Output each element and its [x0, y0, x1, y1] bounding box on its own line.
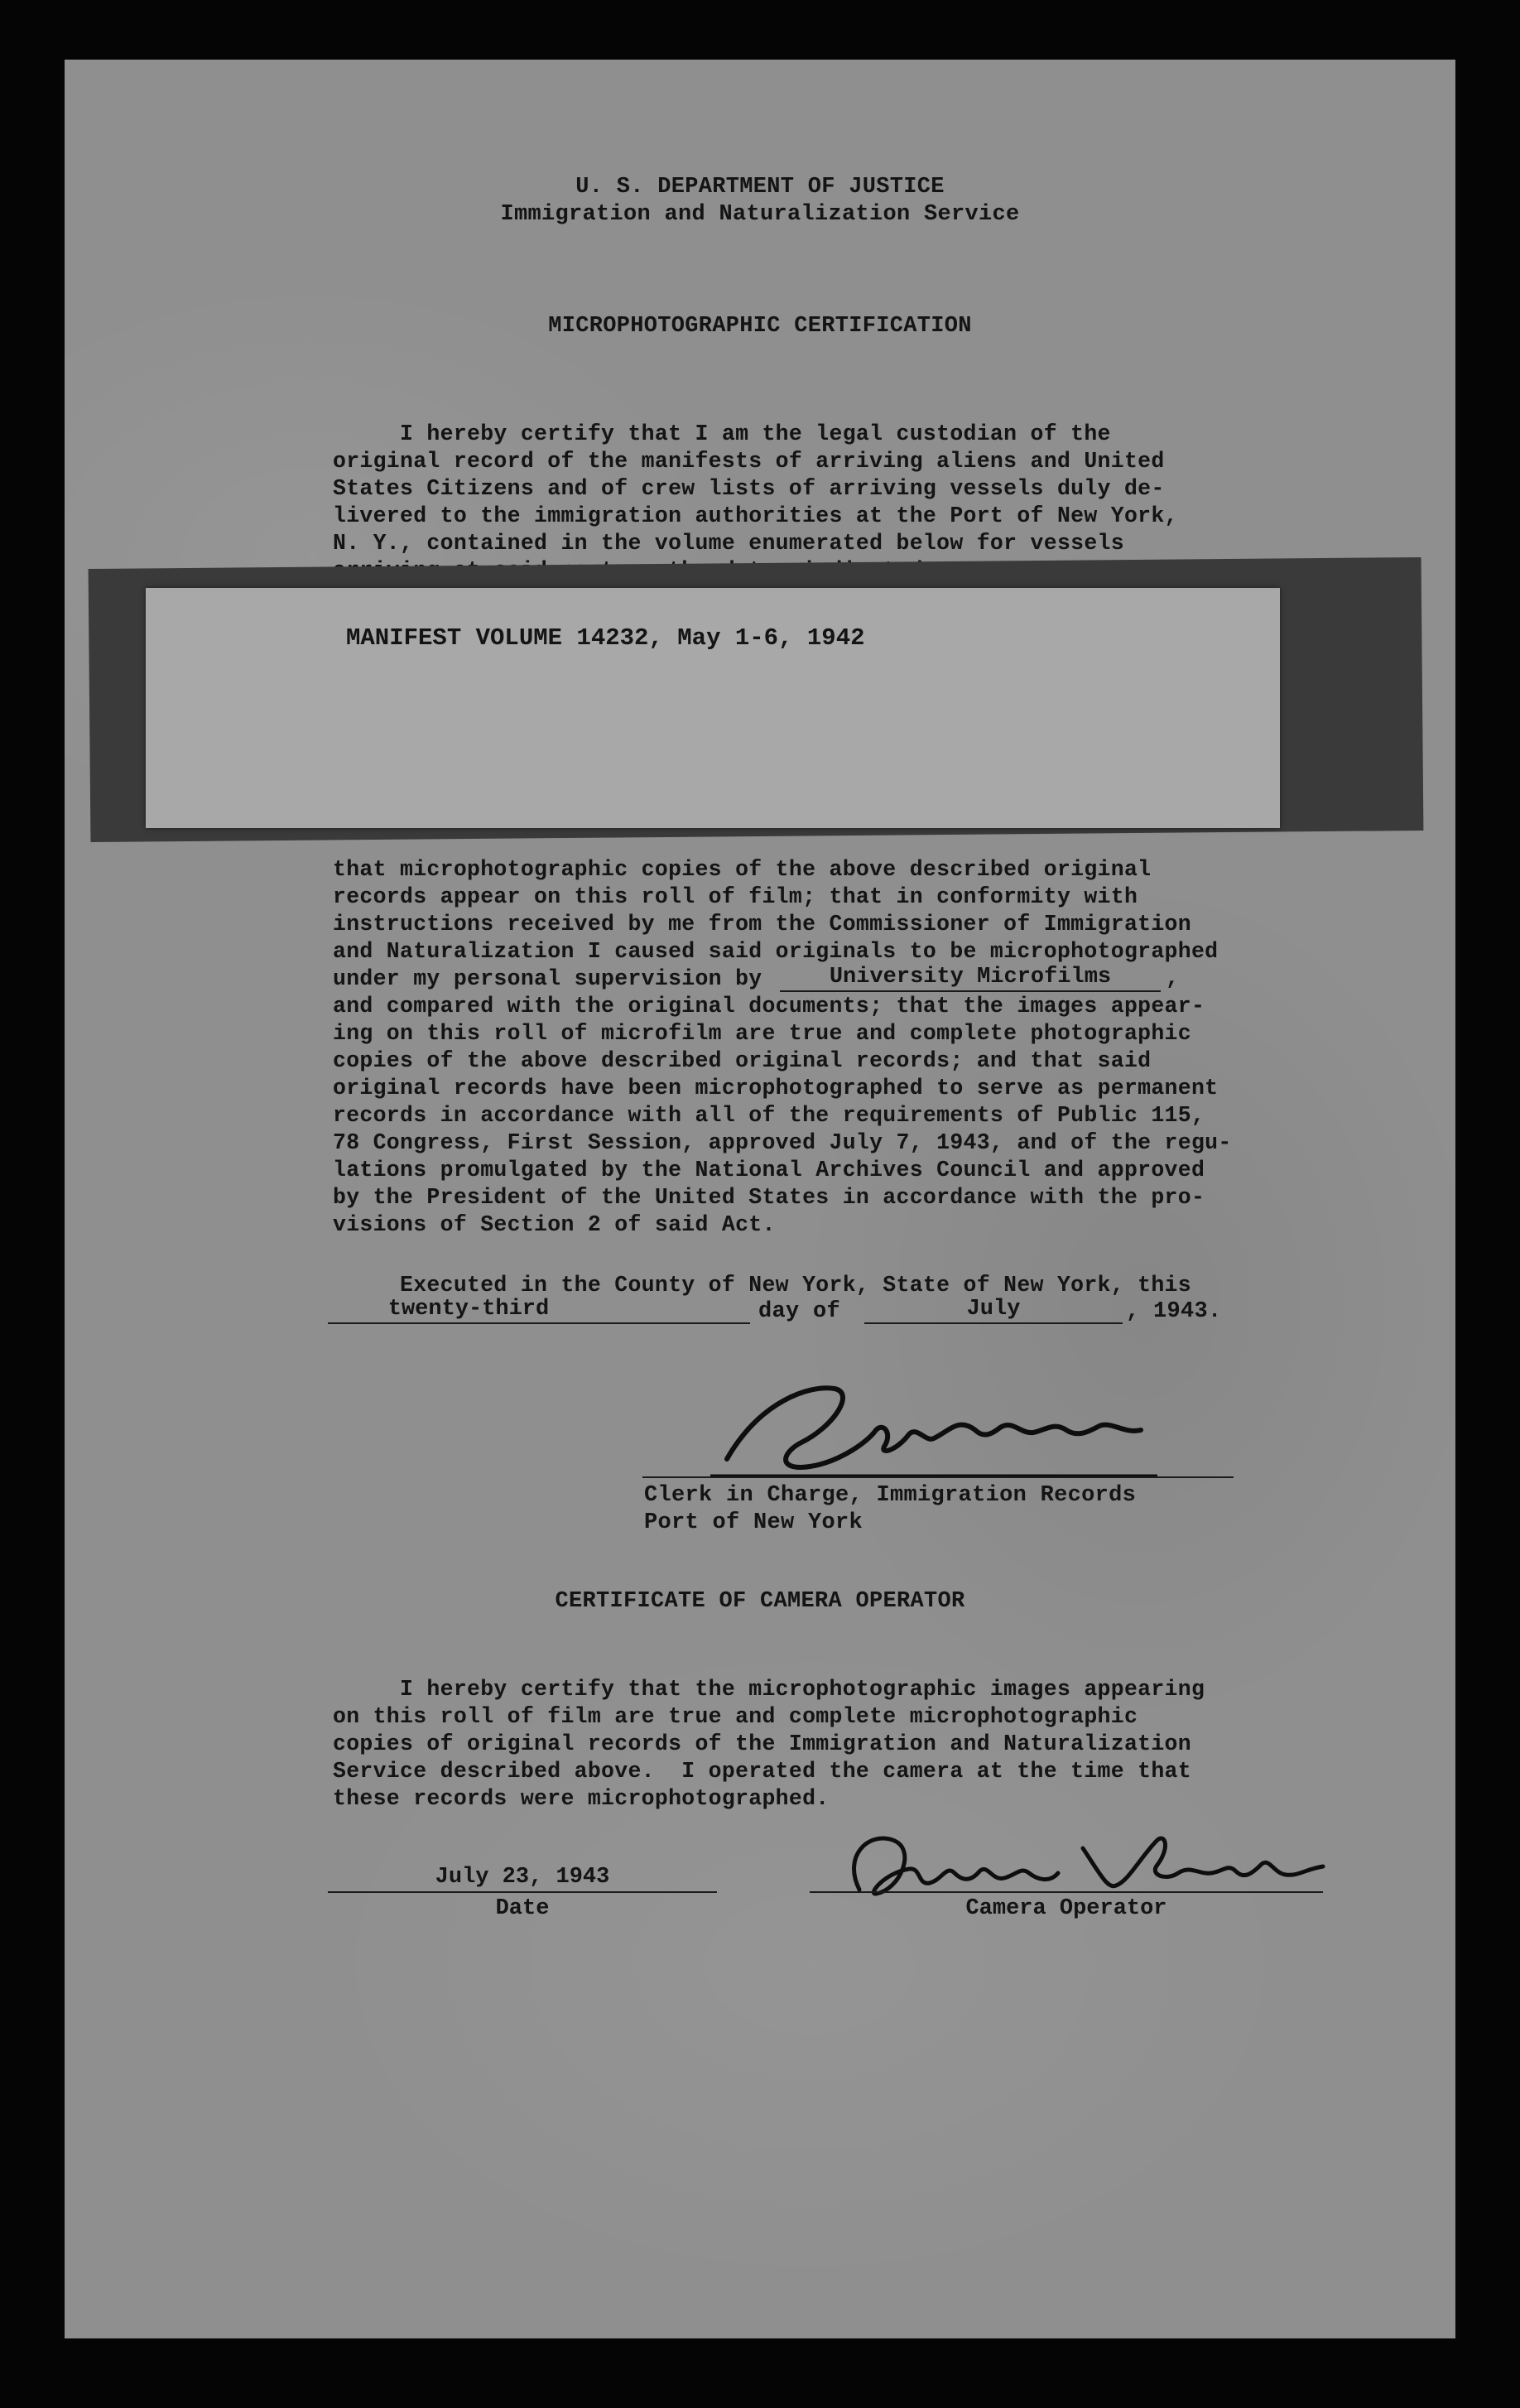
operator-rule	[810, 1891, 1323, 1893]
clerk-location: Port of New York	[644, 1510, 863, 1535]
camera-certificate-title: CERTIFICATE OF CAMERA OPERATOR	[555, 1589, 965, 1614]
camera-para-line-4: Service described above. I operated the camera at the time that	[333, 1759, 1191, 1784]
para2-line-12: lations promulgated by the National Archives Council and approved	[333, 1158, 1205, 1182]
camera-para-line-5: these records were microphotographed.	[333, 1786, 830, 1811]
para1-line-5: N. Y., contained in the volume enumerated below for vessels	[333, 531, 1124, 556]
day-rule	[328, 1322, 750, 1324]
para1-line-4: livered to the immigration authorities at the Port of New York,	[333, 503, 1178, 528]
date-label: Date	[495, 1896, 550, 1921]
executed-year: , 1943.	[1126, 1299, 1222, 1324]
executed-intro: Executed in the County of New York, State of New York, this	[333, 1273, 1191, 1298]
para2-line-3: instructions received by me from the Commissioner of Immigration	[333, 912, 1191, 937]
month-rule	[864, 1322, 1123, 1324]
clerk-signature-rule	[642, 1476, 1234, 1478]
document-page	[65, 60, 1455, 2338]
department-heading: U. S. DEPARTMENT OF JUSTICE	[575, 175, 945, 200]
para2-line-13: by the President of the United States in accordance with the pro-	[333, 1185, 1205, 1210]
supervisor-rule	[780, 990, 1161, 992]
executed-month: July	[966, 1297, 1021, 1322]
para2-line-2: records appear on this roll of film; that in conformity with	[333, 884, 1138, 909]
para2-line-14: visions of Section 2 of said Act.	[333, 1212, 776, 1237]
para2-line-11: 78 Congress, First Session, approved July 7, 1943, and of the regu-	[333, 1130, 1232, 1155]
para2-line-1: that microphotographic copies of the above described original	[333, 857, 1152, 882]
para2-line-4: and Naturalization I caused said originals to be microphotographed	[333, 939, 1219, 964]
executed-day: twenty-third	[387, 1297, 550, 1322]
para1-line-2: original record of the manifests of arriving aliens and United	[333, 449, 1165, 474]
para2-line-7: ing on this roll of microfilm are true and complete photographic	[333, 1021, 1191, 1046]
date-rule	[328, 1891, 717, 1893]
supervisor-name: University Microfilms	[829, 965, 1112, 990]
camera-operator-label: Camera Operator	[965, 1896, 1167, 1921]
camera-date-value: July 23, 1943	[435, 1865, 610, 1890]
clerk-title: Clerk in Charge, Immigration Records	[644, 1483, 1137, 1508]
para2-line-8: copies of the above described original records; and that said	[333, 1048, 1152, 1073]
para1-line-3: States Citizens and of crew lists of arriving vessels duly de-	[333, 476, 1165, 501]
camera-para-line-2: on this roll of film are true and complete microphotographic	[333, 1704, 1138, 1729]
para2-line-10: records in accordance with all of the requirements of Public 115,	[333, 1103, 1205, 1128]
para1-line-1: I hereby certify that I am the legal custodian of the	[333, 421, 1111, 446]
supervision-prefix: under my personal supervision by	[333, 966, 762, 991]
certification-title: MICROPHOTOGRAPHIC CERTIFICATION	[548, 314, 972, 339]
camera-para-line-1: I hereby certify that the microphotographic images appearing	[333, 1677, 1205, 1702]
service-heading: Immigration and Naturalization Service	[500, 202, 1020, 227]
para2-line-6: and compared with the original documents; that the images appear-	[333, 994, 1205, 1019]
para2-line-9: original records have been microphotographed to serve as permanent	[333, 1076, 1219, 1100]
camera-para-line-3: copies of original records of the Immigration and Naturalization	[333, 1731, 1191, 1756]
day-of-label: day of	[758, 1299, 841, 1324]
manifest-volume-text: MANIFEST VOLUME 14232, May 1-6, 1942	[346, 624, 865, 652]
supervisor-comma: ,	[1166, 966, 1180, 991]
